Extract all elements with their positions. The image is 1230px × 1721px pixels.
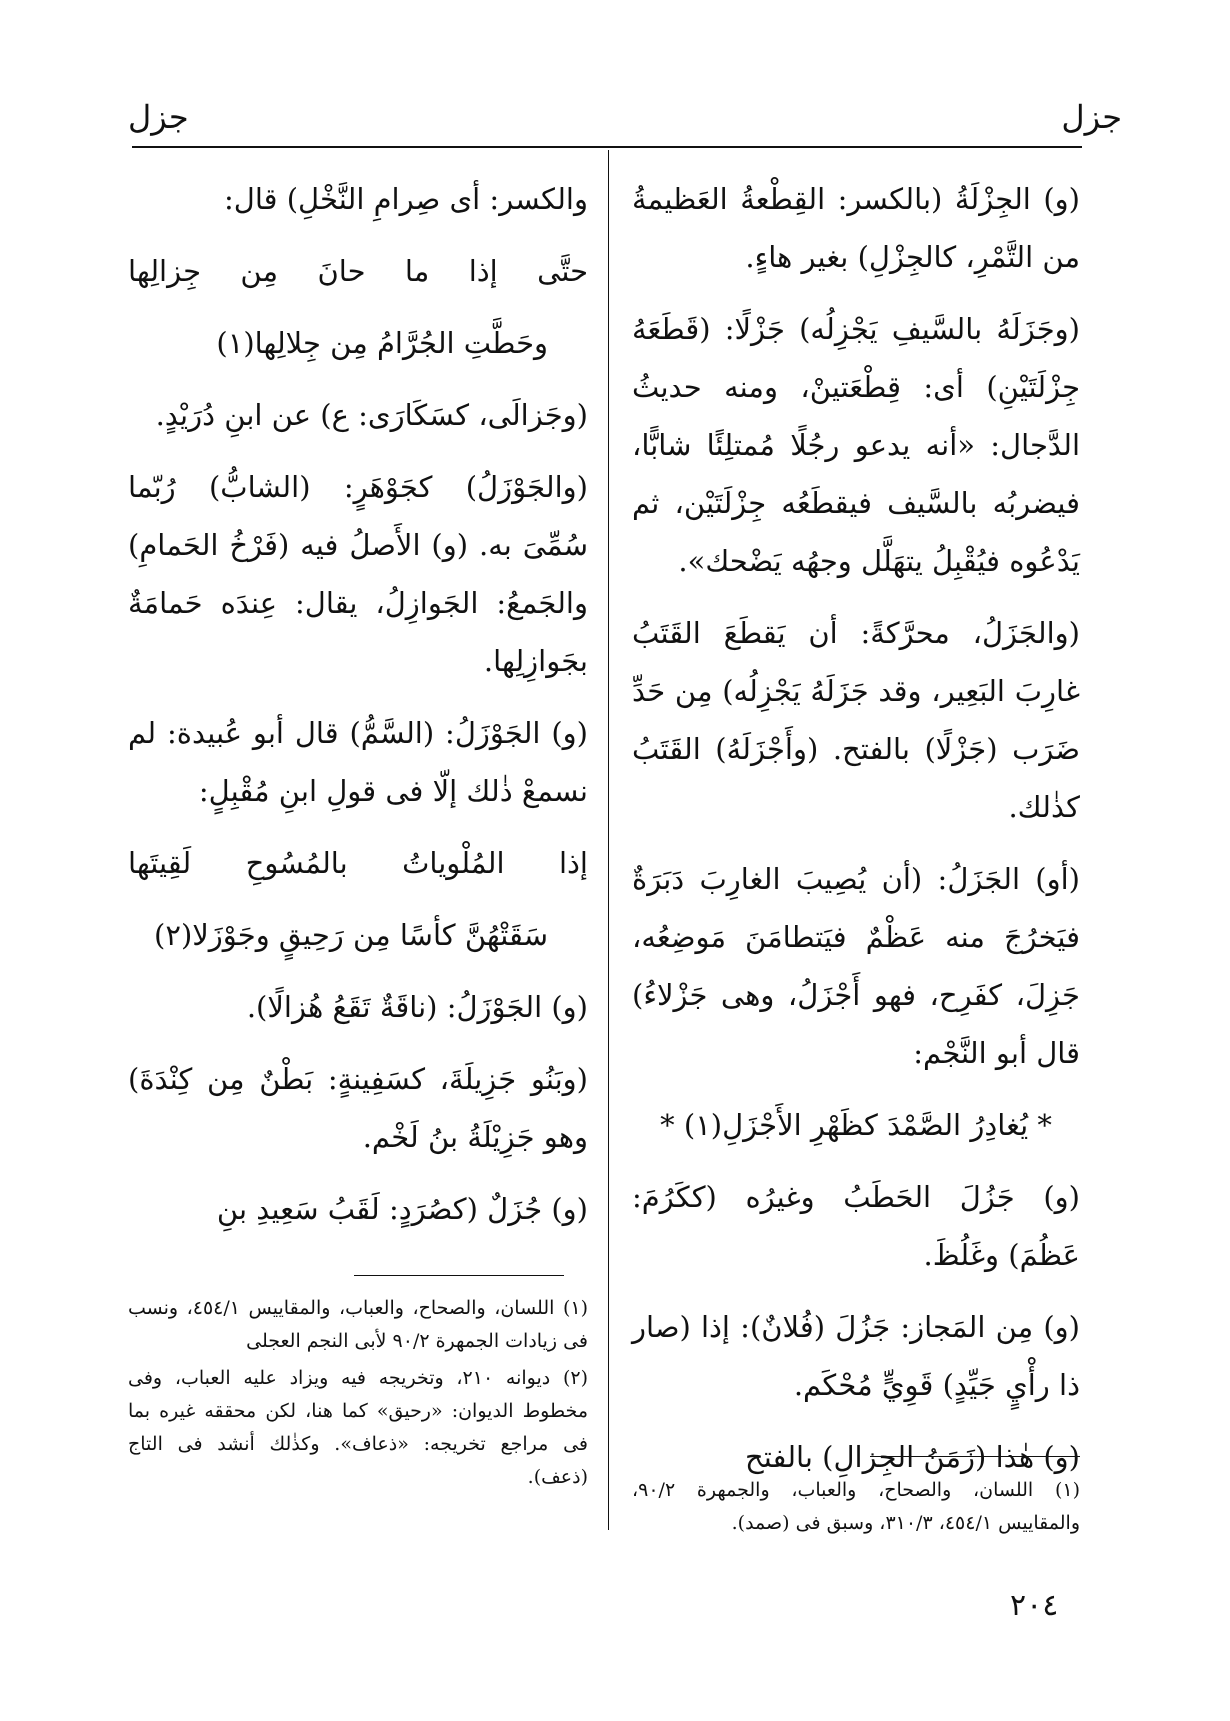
entry-paragraph: (و) الجِزْلَةُ (بالكسر: القِطْعةُ العَظيمةُ من التَّمْرِ، كالجِزْلِ) بغير هاءٍ. — [632, 182, 1080, 274]
footnote: (١) اللسان، والصحاح، والعباب، والمقاييس ٤٥٤/١، ونسب فى زيادات الجمهرة ٩٠/٢ لأبى النجم العجلى — [128, 1297, 588, 1352]
footnotes-right — [632, 1474, 1080, 1544]
entry-paragraph: (و) الجَوْزَلُ: (السَّمُّ) قال أبو عُبيدة: لم نسمعْ ذٰلك إلّا فى قولِ ابنِ مُقْبِلٍ: — [128, 716, 588, 808]
footnote: (٢) ديوانه ٢١٠، وتخريجه فيه ويزاد عليه العباب، وفى مخطوط الديوان: «رحيق» كما هنا، لكن محققه غيره بما فى مراجع تخريجه: «ذعاف». وكذٰلك أنشد فى التاج (ذعف). — [128, 1367, 589, 1488]
entry-paragraph: (و) هٰذا (زَمَنُ الجِزالِ) بالفتح — [745, 1440, 1080, 1474]
entry-paragraph: (و) الجَوْزَلُ: (ناقَةٌ تَقَعُ هُزالًا). — [246, 990, 588, 1024]
footnotes-left — [128, 1292, 588, 1498]
entry-paragraph: (والجَزَلُ، محرَّكةً: أن يَقطَعَ القَتَبُ غارِبَ البَعِير، وقد جَزَلَهُ يَجْزِلُه) مِن حَدِّ ضَرَب (جَزْلًا) بالفتح. (وأَجْزَلَهُ) القَتَبُ كذٰلك. — [632, 616, 1080, 824]
entry-paragraph: (أو) الجَزَلُ: (أن يُصِيبَ الغارِبَ دَبَرَةٌ فيَخرُجَ منه عَظْمٌ فيَتطامَنَ مَوضِعُه، جَزِلَ، كفَرِح، فهو أَجْزَلُ، وهى جَزْلاءُ) قال أبو النَّجْم: — [632, 862, 1080, 1070]
footnote-rule — [354, 1275, 564, 1276]
entry-paragraph: (وبَنُو جَزِيلَةَ، كسَفِينةٍ: بَطْنٌ مِن كِنْدَةَ) وهو جَزِيْلَةُ بنُ لَخْم. — [128, 1062, 588, 1154]
verse-line: إذا المُلْوياتُ بالمُسُوحِ لَقِيتَها — [128, 846, 588, 880]
verse-line: وحَطَّتِ الجُرَّامُ مِن جِلالِها(١) — [216, 326, 548, 360]
entry-paragraph: والكسر: أى صِرامِ النَّخْلِ) قال: — [223, 182, 588, 216]
running-head-right: جزل — [1061, 98, 1122, 136]
entry-paragraph: (وجَزَلَهُ بالسَّيفِ يَجْزِلُه) جَزْلًا: (قَطَعَهُ جِزْلَتَيْنِ) أى: قِطْعَتينْ، ومنه حديثُ الدَّجال: «أنه يدعو رجُلًا مُمتلِئًا شابًّا، فيضربُه بالسَّيف فيقطَعُه جِزْلَتَيْن، ثم يَدْعُوه فيُقْبِلُ يتهَلَّل وجهُه يَضْحك». — [632, 312, 1080, 578]
running-head-left: جزل — [128, 98, 189, 136]
entry-paragraph: (و) مِن المَجاز: جَزُلَ (فُلانٌ): إذا (صار ذا رأْيٍ جَيِّدٍ) قَوِيٍّ مُحْكَم. — [632, 1310, 1080, 1402]
header-rule — [132, 146, 1082, 148]
footnote-rule — [870, 1456, 1080, 1457]
left-column — [128, 170, 588, 1252]
entry-paragraph: (والجَوْزَلُ) كجَوْهَرٍ: (الشابُّ) رُبّما سُمِّىَ به. (و) الأَصلُ فيه (فَرْخُ الحَمامِ) والجَمعُ: الجَوازِلُ، يقال: عِندَه حَمامَةٌ بجَوازِلِها. — [128, 470, 588, 678]
page-number: ٢٠٤ — [1010, 1588, 1059, 1623]
column-divider — [608, 150, 609, 1530]
verse-line: * يُغادِرُ الصَّمْدَ كظَهْرِ الأَجْزَلِ(١) * — [660, 1108, 1052, 1142]
verse-line: سَقَتْهُنَّ كأسًا مِن رَحِيقٍ وجَوْزَلا(٢) — [154, 918, 548, 952]
footnote: (١) اللسان، والصحاح، والعباب، والجمهرة ٩٠/٢، والمقاييس ٤٥٤/١، ٣١٠/٣، وسبق فى (صمد). — [632, 1479, 1080, 1534]
right-column — [632, 170, 1080, 1500]
entry-paragraph: (وجَزالَى، كسَكَارَى: ع) عن ابنِ دُرَيْدٍ. — [155, 398, 588, 432]
entry-paragraph: (و) جُزَلٌ (كصُرَدٍ: لَقَبُ سَعِيدِ بنِ — [216, 1192, 588, 1226]
entry-paragraph: (و) جَزُلَ الحَطَبُ وغيرُه (ككَرُمَ: عَظُمَ) وغَلُظَ. — [632, 1180, 1080, 1272]
verse-line: حتَّى إذا ما حانَ مِن جِزالِها — [128, 254, 588, 288]
